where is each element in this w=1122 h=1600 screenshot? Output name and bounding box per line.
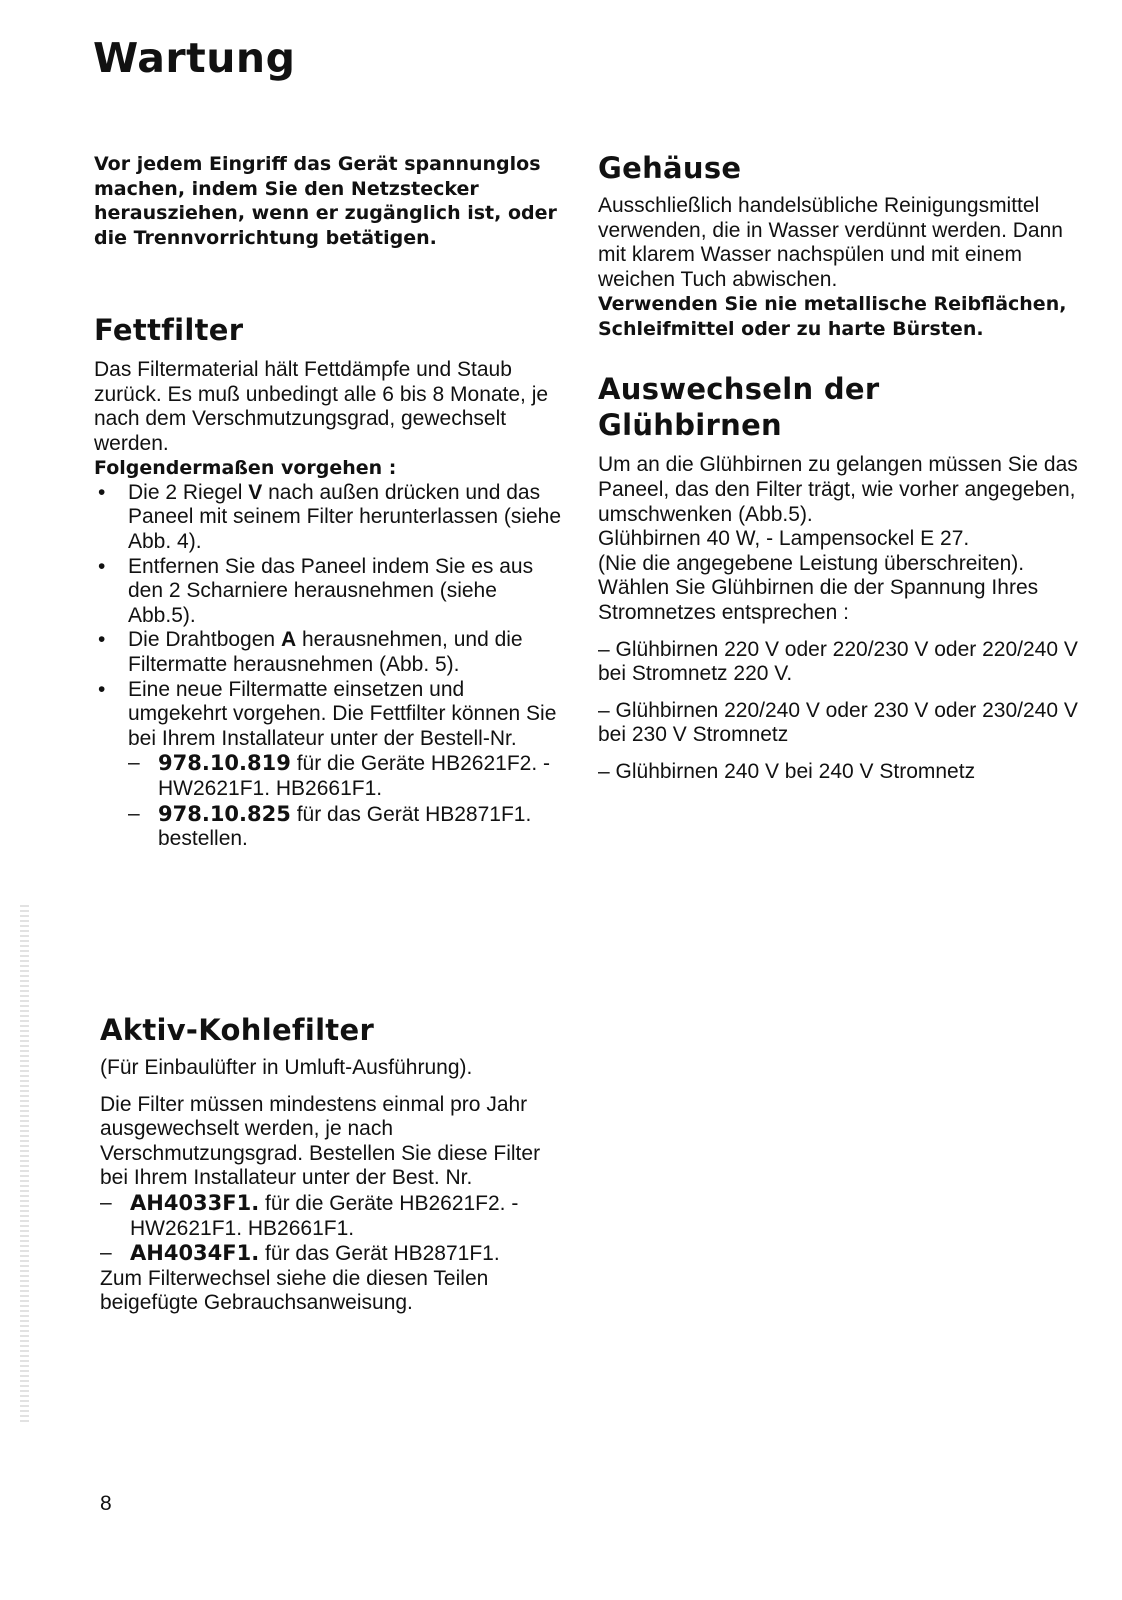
step-text: herausnehmen, und die Filtermatte herausnehmen (Abb. 5). xyxy=(128,628,523,677)
step-text: nach außen drücken und das Paneel mit seinem Filter herunterlassen (siehe Abb. 4). xyxy=(128,480,562,554)
dash-icon: – xyxy=(128,801,140,825)
aktiv-body: Die Filter müssen mindestens einmal pro Jahr ausgewechselt werden, je nach Verschmutzungsgrad. Bestellen Sie diese Filter bei Ihrem Installateur unter der Best. Nr. xyxy=(100,1092,541,1190)
step-bold: A xyxy=(280,628,297,652)
bullet-icon: • xyxy=(98,677,106,701)
list-item xyxy=(94,678,564,852)
list-item xyxy=(100,1241,570,1267)
aktiv-note: (Für Einbaulüfter in Umluft-Ausführung). xyxy=(100,1056,473,1079)
dash-icon: – xyxy=(128,751,140,775)
gluehbirnen-body3: (Nie die angegebene Leistung überschreiten). xyxy=(598,551,1025,575)
procedure-label: Folgendermaßen vorgehen : xyxy=(94,457,397,480)
procedure-steps xyxy=(94,481,564,852)
part-number: AH4034F1. xyxy=(130,1241,260,1266)
heading-line: Auswechseln der xyxy=(598,372,880,407)
step-text: Entfernen Sie das Paneel indem Sie es aus den 2 Scharniere herausnehmen (siehe Abb.5). xyxy=(128,554,534,627)
list-item xyxy=(94,481,564,555)
list-item xyxy=(128,802,564,852)
gehaeuse-warning: Verwenden Sie nie metallische Reibflächen, Schleifmittel oder zu harte Bürsten. xyxy=(598,293,1067,340)
aktiv-order-list xyxy=(100,1191,570,1267)
right-column xyxy=(598,150,1078,785)
bullet-icon: • xyxy=(98,480,106,504)
aktiv-heading: Aktiv-Kohlefilter xyxy=(100,1013,375,1047)
list-item xyxy=(128,751,564,801)
gluehbirnen-heading xyxy=(598,371,1078,443)
safety-warning: Vor jedem Eingriff das Gerät spannunglos machen, indem Sie den Netzstecker herausziehen, wenn er zugänglich ist, oder die Trennvorrichtung betätigen. xyxy=(94,153,557,249)
list-item xyxy=(94,628,564,677)
gluehbirnen-body1: Um an die Glühbirnen zu gelangen müssen Sie das Paneel, das den Filter trägt, wie vorher angegeben, umschwenken (Abb.5). xyxy=(598,453,1078,526)
bullet-icon: • xyxy=(98,554,106,578)
voltage-option: – Glühbirnen 220 V oder 220/230 V oder 220/240 V bei Stromnetz 220 V. xyxy=(598,637,1078,686)
list-item xyxy=(94,555,564,629)
fettfilter-heading: Fettfilter xyxy=(94,313,244,347)
page-title: Wartung xyxy=(93,34,296,82)
page-number: 8 xyxy=(100,1492,112,1515)
left-column xyxy=(94,152,564,852)
dash-icon: – xyxy=(100,1241,112,1265)
part-number: 978.10.819 xyxy=(158,751,291,776)
part-number: 978.10.825 xyxy=(158,801,291,826)
voltage-option: – Glühbirnen 220/240 V oder 230 V oder 230/240 V bei 230 V Stromnetz xyxy=(598,698,1078,747)
order-text: für die Geräte HB2621F2. - HW2621F1. HB2661F1. xyxy=(130,1191,519,1240)
heading-line: Glühbirnen xyxy=(598,408,782,443)
fettfilter-intro: Das Filtermaterial hält Fettdämpfe und Staub zurück. Es muß unbedingt alle 6 bis 8 Monate, je nach dem Verschmutzungsgrad, gewechselt werden. xyxy=(94,358,549,455)
order-text: für die Geräte HB2621F2. - HW2621F1. HB2661F1. xyxy=(158,752,550,800)
bullet-icon: • xyxy=(98,628,106,652)
gluehbirnen-body4: Wählen Sie Glühbirnen die der Spannung Ihres Stromnetzes entsprechen : xyxy=(598,576,1039,624)
scan-edge-artifact xyxy=(20,905,29,1425)
part-number: AH4033F1. xyxy=(130,1190,260,1215)
step-text: Eine neue Filtermatte einsetzen und umgekehrt vorgehen. Die Fettfilter können Sie bei Ihrem Installateur unter der Bestell-Nr. xyxy=(128,677,557,750)
dash-icon: – xyxy=(100,1190,112,1214)
gluehbirnen-body2: Glühbirnen 40 W, - Lampensockel E 27. xyxy=(598,527,970,551)
step-bold: V xyxy=(248,480,263,504)
voltage-option: – Glühbirnen 240 V bei 240 V Stromnetz xyxy=(598,759,976,783)
order-list xyxy=(128,751,564,851)
gehaeuse-body: Ausschließlich handelsübliche Reinigungsmittel verwenden, die in Wasser verdünnt werden. Dann mit klarem Wasser nachspülen und mit einem weichen Tuch abwischen. xyxy=(598,194,1063,291)
order-text: für das Gerät HB2871F1. xyxy=(259,1242,500,1266)
aktiv-section xyxy=(100,1012,570,1316)
step-text: Die Drahtbogen xyxy=(128,628,281,652)
step-text: Die 2 Riegel xyxy=(128,480,249,504)
aktiv-footer: Zum Filterwechsel siehe die diesen Teilen beigefügte Gebrauchsanweisung. xyxy=(100,1266,489,1315)
gehaeuse-heading: Gehäuse xyxy=(598,151,742,185)
order-text: für das Gerät HB2871F1. bestellen. xyxy=(158,802,532,851)
list-item xyxy=(100,1191,570,1241)
